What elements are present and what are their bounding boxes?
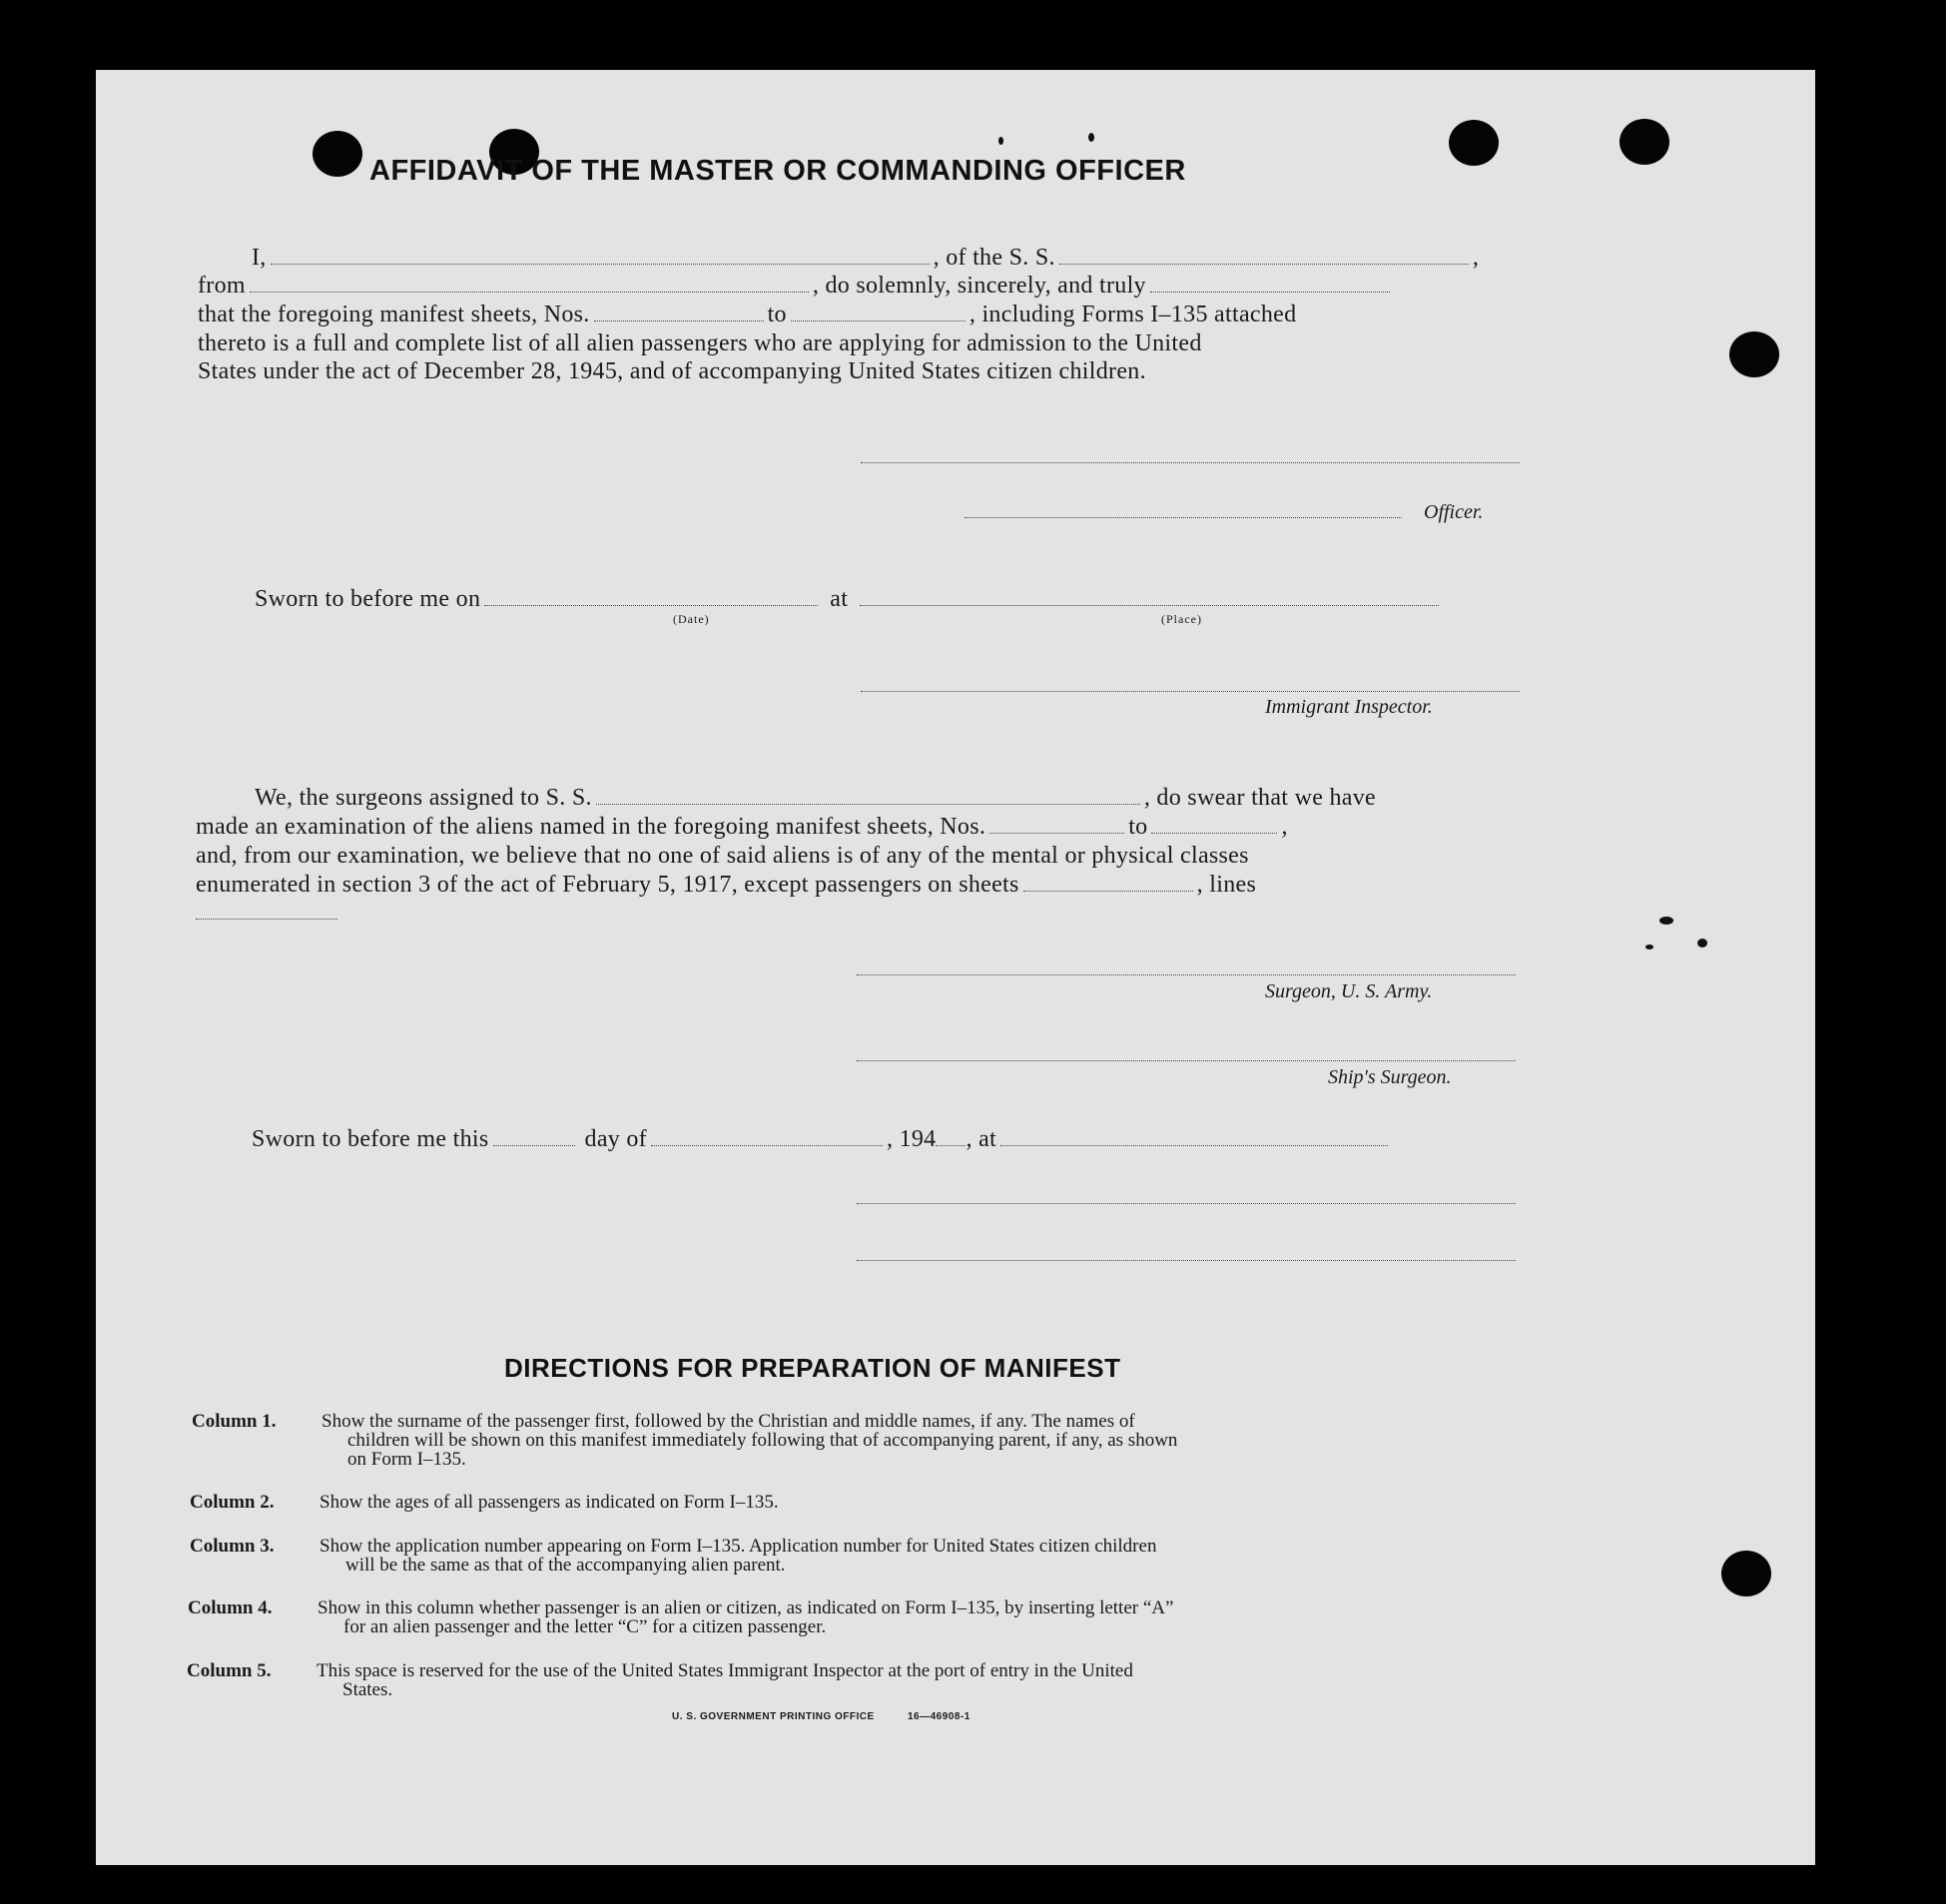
comma: , — [1472, 245, 1480, 271]
lines-label: , lines — [1196, 872, 1257, 898]
surgeon-nos-to-blank[interactable] — [1151, 833, 1277, 834]
surgeons-line-1 — [255, 785, 1376, 812]
to-label: to — [1128, 814, 1148, 840]
surgeon-ship-blank[interactable] — [596, 804, 1140, 805]
sworn-line-1 — [255, 586, 1443, 613]
master-name-blank[interactable] — [271, 264, 930, 265]
solemnly-text: , do solemnly, sincerely, and truly — [812, 273, 1146, 299]
ship-label: , of the S. S. — [933, 245, 1055, 271]
affidavit-title: AFFIDAVIT OF THE MASTER OR COMMANDING OFFICER — [369, 155, 1186, 187]
punch-hole — [1721, 1551, 1771, 1596]
punch-hole — [1729, 331, 1779, 377]
punch-hole — [313, 131, 362, 177]
at-label: at — [830, 586, 849, 612]
sheets-blank[interactable] — [1023, 891, 1193, 892]
officer-signature-line[interactable] — [965, 517, 1402, 518]
punch-hole — [1449, 120, 1499, 166]
direction-text: on Form I–135. — [347, 1449, 466, 1470]
direction-text: children will be shown on this manifest immediately following that of accompanying parent, if any, as shown — [347, 1430, 1178, 1451]
sworn-label: Sworn to before me on — [255, 586, 481, 612]
sworn-place-blank[interactable] — [860, 605, 1439, 606]
army-surgeon-caption: Surgeon, U. S. Army. — [1265, 980, 1433, 1002]
affidavit-line-2 — [198, 273, 1394, 300]
from-port-blank[interactable] — [250, 292, 809, 293]
ink-speck — [1088, 133, 1094, 142]
printer-name: U. S. GOVERNMENT PRINTING OFFICE — [672, 1711, 875, 1722]
sworn-date-blank[interactable] — [484, 605, 818, 606]
day-of-label: day of — [584, 1126, 647, 1152]
ink-speck — [1697, 939, 1707, 948]
year-label: , 194 — [886, 1126, 937, 1152]
ink-speck — [998, 137, 1003, 145]
at-label: , at — [966, 1126, 997, 1152]
direction-column-1 — [192, 1412, 1530, 1472]
army-surgeon-signature-line[interactable] — [857, 974, 1516, 975]
place-caption: (Place) — [1161, 612, 1202, 626]
ink-speck — [1645, 945, 1653, 950]
sworn-label: Sworn to before me this — [252, 1126, 489, 1152]
date-caption: (Date) — [673, 612, 710, 626]
direction-text: Show the ages of all passengers as indicated on Form I–135. — [320, 1492, 779, 1513]
direction-text: Show the surname of the passenger first, followed by the Christian and middle names, if any. The names of — [322, 1411, 1135, 1432]
to-label: to — [767, 302, 787, 327]
sworn-place-blank[interactable] — [1000, 1145, 1388, 1146]
direction-column-5 — [187, 1661, 1525, 1701]
column-label: Column 1. — [192, 1411, 277, 1432]
printer-imprint — [672, 1711, 971, 1722]
swear-text: , do swear that we have — [1143, 785, 1376, 811]
comma: , — [1281, 814, 1288, 840]
direction-text: Show the application number appearing on Form I–135. Application number for United States citizen children — [320, 1536, 1157, 1557]
examination-text: made an examination of the aliens named in the foregoing manifest sheets, Nos. — [196, 814, 986, 840]
surgeons-line-3: and, from our examination, we believe that no one of said aliens is of any of the mental or physical classes — [196, 843, 1249, 869]
direction-text: This space is reserved for the use of the United States Immigrant Inspector at the port of entry in the United — [317, 1660, 1133, 1681]
column-label: Column 3. — [190, 1536, 275, 1557]
inspector-caption: Immigrant Inspector. — [1265, 696, 1433, 718]
direction-text: for an alien passenger and the letter “C” for a citizen passenger. — [343, 1616, 827, 1637]
direction-text: States. — [342, 1679, 393, 1700]
direction-column-2 — [190, 1493, 1528, 1515]
column-label: Column 2. — [190, 1492, 275, 1513]
form-code: 16—46908-1 — [907, 1711, 971, 1722]
affidavit-line-4: thereto is a full and complete list of all alien passengers who are applying for admission to the United — [198, 330, 1202, 356]
surgeons-line-2 — [196, 814, 1288, 841]
inspector-signature-line[interactable] — [861, 691, 1520, 692]
column-label: Column 4. — [188, 1597, 273, 1618]
ship-name-blank[interactable] — [1059, 264, 1469, 265]
affidavit-line-3 — [198, 302, 1296, 328]
official-title-line[interactable] — [857, 1260, 1516, 1261]
punch-hole — [1620, 119, 1669, 165]
surgeons-line-4 — [196, 872, 1256, 899]
column-label: Column 5. — [187, 1660, 272, 1681]
sworn-line-2 — [252, 1126, 1392, 1153]
ink-speck — [1659, 917, 1673, 925]
surgeon-nos-from-blank[interactable] — [989, 833, 1124, 834]
affidavit-i-label: I, — [252, 245, 267, 271]
direction-column-3 — [190, 1537, 1528, 1577]
official-signature-line[interactable] — [857, 1203, 1516, 1204]
direction-column-4 — [188, 1598, 1526, 1638]
affidavit-line-1 — [252, 245, 1479, 272]
surgeons-text: We, the surgeons assigned to S. S. — [255, 785, 592, 811]
direction-text: Show in this column whether passenger is an alien or citizen, as indicated on Form I–135, by inserting letter “A” — [318, 1597, 1174, 1618]
sworn-year-blank[interactable] — [936, 1145, 966, 1146]
sworn-month-blank[interactable] — [651, 1145, 883, 1146]
directions-title: DIRECTIONS FOR PREPARATION OF MANIFEST — [504, 1353, 1121, 1383]
manifest-from-blank[interactable] — [594, 320, 764, 321]
direction-text: will be the same as that of the accompanying alien parent. — [345, 1555, 786, 1576]
truly-blank[interactable] — [1150, 292, 1390, 293]
affidavit-line-5: States under the act of December 28, 1945, and of accompanying United States citizen children. — [198, 358, 1146, 384]
manifest-nos-text: that the foregoing manifest sheets, Nos. — [198, 302, 590, 327]
ship-surgeon-signature-line[interactable] — [857, 1060, 1516, 1061]
from-label: from — [198, 273, 246, 299]
manifest-to-blank[interactable] — [791, 320, 966, 321]
enumerated-text: enumerated in section 3 of the act of February 5, 1917, except passengers on sheets — [196, 872, 1019, 898]
ship-surgeon-caption: Ship's Surgeon. — [1328, 1066, 1452, 1088]
sworn-day-blank[interactable] — [493, 1145, 575, 1146]
officer-caption: Officer. — [1424, 501, 1484, 523]
forms-text: , including Forms I–135 attached — [969, 302, 1297, 327]
lines-blank[interactable] — [196, 919, 337, 920]
signature-line[interactable] — [861, 462, 1520, 463]
